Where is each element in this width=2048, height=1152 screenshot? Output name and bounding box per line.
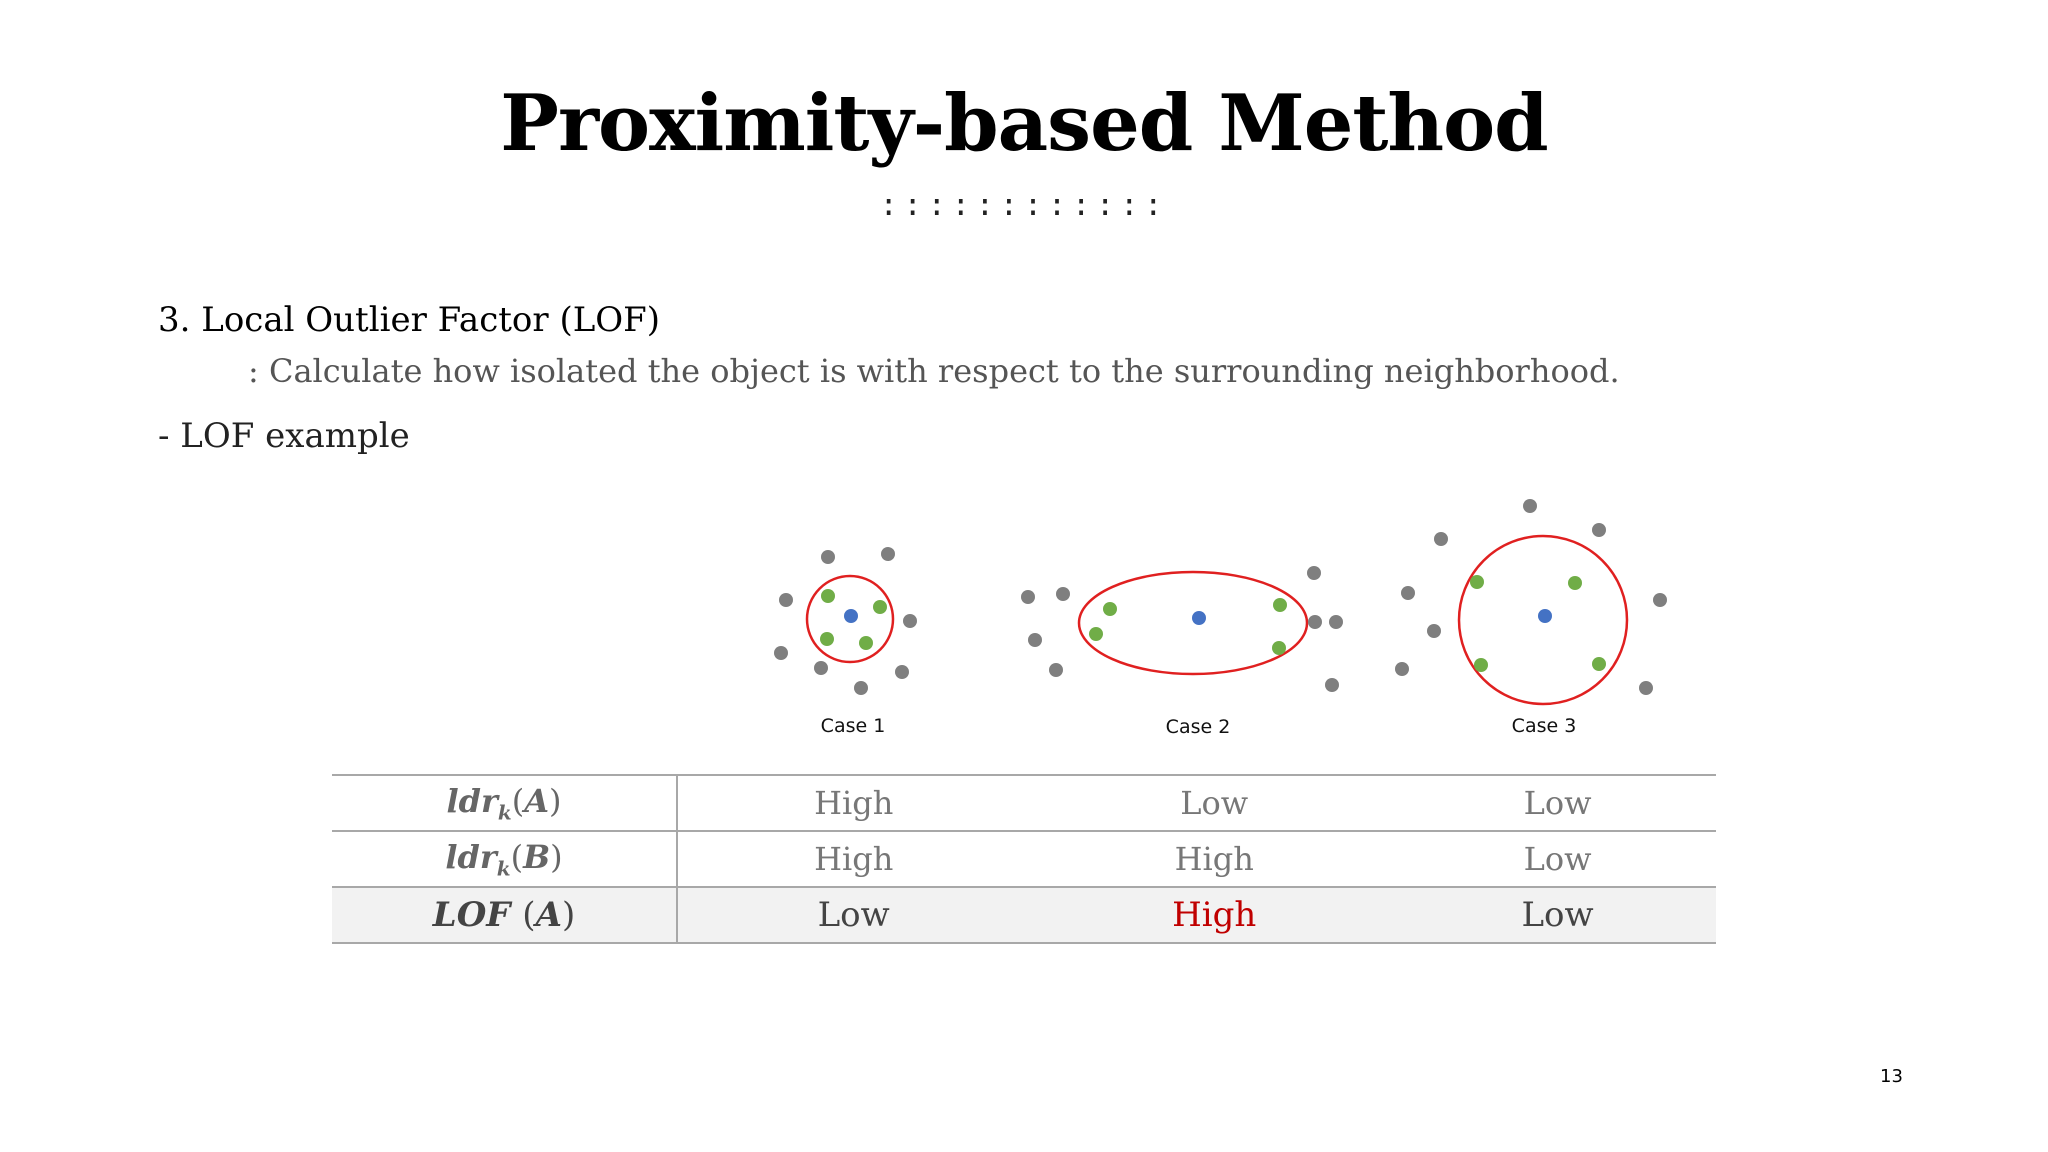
center-point <box>1192 611 1206 625</box>
outlier-point <box>854 681 868 695</box>
table-cell: Low <box>1399 831 1716 887</box>
neighbor-point <box>1272 641 1286 655</box>
neighbor-point <box>1592 657 1606 671</box>
outlier-point <box>1325 678 1339 692</box>
neighbor-point <box>1474 658 1488 672</box>
outlier-point <box>1434 532 1448 546</box>
neighbor-point <box>1273 598 1287 612</box>
page-number: 13 <box>1880 1066 1903 1087</box>
table-cell: Low <box>1029 775 1399 831</box>
lof-comparison-table <box>332 774 1716 944</box>
outlier-point <box>1401 586 1415 600</box>
case-3-label: Case 3 <box>1511 715 1577 737</box>
table-cell: Low <box>1399 775 1716 831</box>
outlier-point <box>1308 615 1322 629</box>
outlier-point <box>1395 662 1409 676</box>
neighborhood-ellipse <box>1079 572 1307 674</box>
center-point <box>844 609 858 623</box>
case-3-diagram <box>1395 499 1667 737</box>
outlier-point <box>1307 566 1321 580</box>
row-label-ldr-b: ldr$_k$(B) <box>332 831 677 887</box>
lof-example-subheading: - LOF example <box>158 416 410 456</box>
neighbor-point <box>873 600 887 614</box>
outlier-point <box>881 547 895 561</box>
outlier-point <box>1427 624 1441 638</box>
case-1-diagram <box>774 547 917 737</box>
outlier-point <box>1028 633 1042 647</box>
outlier-point <box>1049 663 1063 677</box>
outlier-point <box>895 665 909 679</box>
table-cell-highlight: High <box>1029 887 1399 943</box>
table-row <box>332 775 1716 831</box>
outlier-point <box>1056 587 1070 601</box>
outlier-point <box>774 646 788 660</box>
neighbor-point <box>821 589 835 603</box>
table-cell: Low <box>677 887 1029 943</box>
case-2-label: Case 2 <box>1165 716 1231 738</box>
outlier-point <box>1021 590 1035 604</box>
table-row <box>332 831 1716 887</box>
outlier-point <box>821 550 835 564</box>
row-label-lof-a: LOF (A) <box>332 887 677 943</box>
neighbor-point <box>1470 575 1484 589</box>
table-cell: High <box>677 775 1029 831</box>
outlier-point <box>1592 523 1606 537</box>
outlier-point <box>1329 615 1343 629</box>
section-heading: 3. Local Outlier Factor (LOF) <box>158 300 661 340</box>
neighbor-point <box>820 632 834 646</box>
title-decoration: :::::::::::: <box>879 188 1169 223</box>
outlier-point <box>1523 499 1537 513</box>
slide-title: Proximity-based Method <box>500 78 1548 169</box>
center-point <box>1538 609 1552 623</box>
row-label-ldr-a: ldr$_k$(A) <box>332 775 677 831</box>
outlier-point <box>903 614 917 628</box>
outlier-point <box>1639 681 1653 695</box>
table-cell: High <box>1029 831 1399 887</box>
outlier-point <box>814 661 828 675</box>
table-cell: High <box>677 831 1029 887</box>
section-description: : Calculate how isolated the object is with respect to the surrounding neighborhood. <box>248 352 1620 390</box>
neighbor-point <box>1103 602 1117 616</box>
outlier-point <box>779 593 793 607</box>
case-1-label: Case 1 <box>820 715 886 737</box>
neighbor-point <box>1568 576 1582 590</box>
neighbor-point <box>1089 627 1103 641</box>
table-row <box>332 887 1716 943</box>
table-cell: Low <box>1399 887 1716 943</box>
outlier-point <box>1653 593 1667 607</box>
neighbor-point <box>859 636 873 650</box>
case-2-diagram <box>1021 566 1343 738</box>
